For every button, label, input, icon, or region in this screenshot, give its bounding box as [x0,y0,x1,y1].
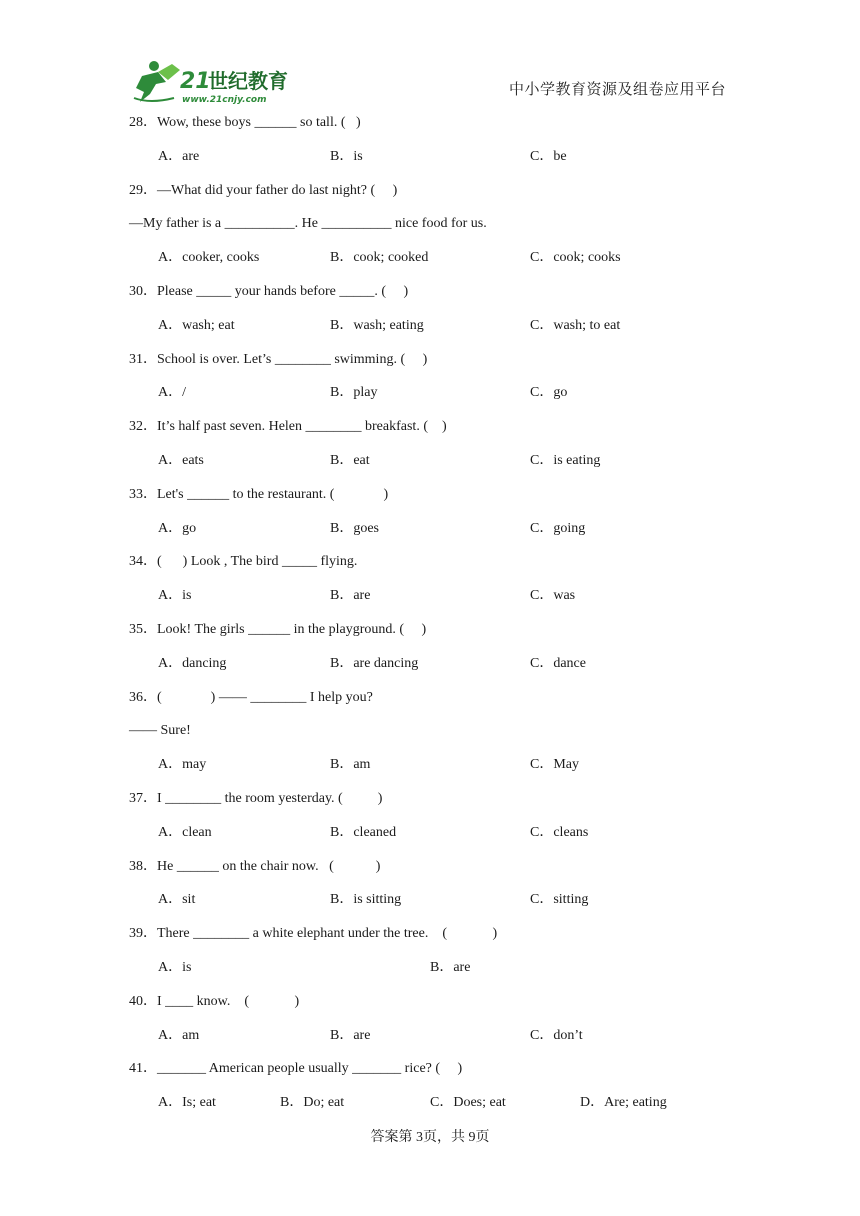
answer-option: B．are [330,1027,371,1043]
answer-option: A．cooker, cooks [158,250,260,266]
question-stem: 36．( ) —— ________ I help you? [129,689,373,705]
question-stem: 41．_______ American people usually _______ rice? ( ) [129,1061,463,1077]
answer-option: C．is eating [530,453,601,468]
answer-option: C．don’t [530,1027,583,1043]
answer-option: B．are [330,588,371,604]
answer-option: C．Does; eat [430,1095,506,1111]
answer-option: A．is [158,588,192,604]
answer-option: A．sit [158,892,196,908]
answer-option: B．cleaned [330,824,397,840]
question-stem-continued: —— Sure! [129,723,191,739]
answer-option: A．am [158,1027,200,1043]
answer-option: C．sitting [530,892,589,908]
question-stem: 33．Let's ______ to the restaurant. ( ) [129,486,389,502]
question-stem: 34．( ) Look , The bird _____ flying. [129,554,358,570]
answer-option: B．wash; eating [330,317,424,333]
answer-option: A．wash; eat [158,317,235,333]
platform-title: 中小学教育资源及组卷应用平台 [509,80,727,98]
answer-option: C．wash; to eat [530,317,621,333]
answer-option: B．play [330,385,378,401]
question-stem: 30．Please _____ your hands before _____. ( ) [129,284,409,299]
answer-option: B．cook; cooked [330,250,429,266]
question-stem: 38．He ______ on the chair now. ( ) [129,858,381,874]
svg-text:21: 21 [180,69,211,94]
question-stem: 35．Look! The girls ______ in the playground. ( ) [129,622,427,637]
question-stem: 40．I ____ know. ( ) [129,993,300,1009]
question-stem-continued: —My father is a __________. He __________ nice food for us. [129,216,487,232]
answer-option: C．be [530,148,567,164]
page-footer: 答案第 3页，共 9页 [370,1130,490,1145]
answer-option: A．eats [158,453,204,468]
answer-option: A．/ [158,385,186,401]
page-header [0,0,860,112]
question-stem: 37．I ________ the room yesterday. ( ) [129,791,383,806]
21cnjy-logo [128,58,298,106]
answer-option: C．go [530,385,568,401]
answer-option: C．May [530,757,579,773]
answer-option: B．are [430,960,471,975]
answer-option: A．are [158,148,200,164]
answer-option: B．is [330,148,363,164]
answer-option: C．cook; cooks [530,250,621,266]
question-stem: 32．It’s half past seven. Helen ________ breakfast. ( ) [129,419,447,435]
answer-option: B．Do; eat [280,1095,345,1111]
answer-option: A．Is; eat [158,1095,216,1111]
answer-option: C．dance [530,655,586,671]
svg-text:世纪教育: 世纪教育 [208,69,288,93]
answer-option: B．are dancing [330,655,419,671]
answer-option: A．clean [158,824,212,840]
answer-option: D．Are; eating [580,1095,667,1111]
answer-option: A．go [158,520,197,536]
svg-text:www.21cnjy.com: www.21cnjy.com [182,95,267,105]
answer-option: A．is [158,960,192,975]
answer-option: A．may [158,757,207,773]
answer-option: A．dancing [158,655,227,671]
answer-option: C．was [530,588,576,604]
answer-option: B．eat [330,453,370,468]
question-stem: 31．School is over. Let’s ________ swimming. ( ) [129,351,428,367]
question-stem: 28．Wow, these boys ______ so tall. ( ) [129,115,361,130]
answer-option: C．going [530,520,586,536]
question-stem: 39．There ________ a white elephant under the tree. ( ) [129,926,498,942]
question-stem: 29．—What did your father do last night? ( ) [129,182,398,198]
answer-option: B．am [330,757,371,773]
answer-option: C．cleans [530,824,589,840]
answer-option: B．is sitting [330,892,402,908]
answer-option: B．goes [330,520,379,536]
